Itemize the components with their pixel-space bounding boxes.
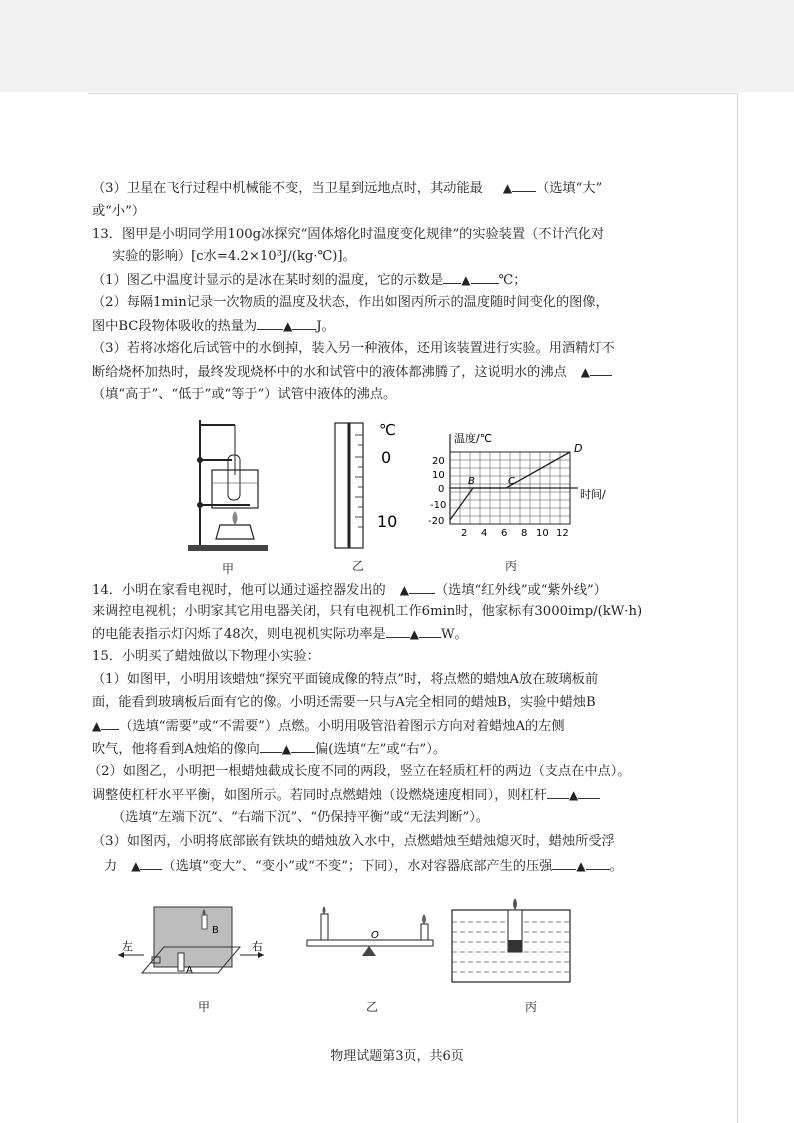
q13-temperature-graph xyxy=(428,420,613,550)
q14-line3-text: 的电能表指示灯闪烁了48次，则电视机实际功率是 xyxy=(92,627,386,642)
q13-stem-line2: 实验的影响）[c水=4.2×10³J/(kg·℃)]。 xyxy=(112,249,356,264)
graph-y-label: 温度/℃ xyxy=(454,432,493,445)
q13-part3-line1: （3）若将冰熔化后试管中的水倒掉，装入另一种液体，还用该装置进行实验。用酒精灯不 xyxy=(92,341,615,356)
graph-ytick: -10 xyxy=(430,500,447,511)
q14-line3 xyxy=(92,624,468,645)
q15-part3-text: 力 xyxy=(104,859,118,874)
scan-top-margin xyxy=(0,0,794,92)
graph-ytick: 10 xyxy=(432,470,445,481)
answer-blank-marker: ▲ xyxy=(399,583,409,597)
q15-part2-line2 xyxy=(92,785,600,806)
graph-point-d: D xyxy=(574,442,583,455)
answer-blank-marker: ▲ xyxy=(568,788,579,802)
graph-xtick: 8 xyxy=(521,528,528,539)
q15-part1-text: （选填“需要”或“不需要”）点燃。小明用吸管沿着图示方向对着蜡烛A的左侧 xyxy=(119,719,565,734)
q15-part2-line1: （2）如图乙，小明把一根蜡烛截成长度不同的两段，竖立在轻质杠杆的两边（支点在中点）。 xyxy=(88,764,631,779)
answer-blank-marker: ▲ xyxy=(281,742,292,756)
q13-part2-line2 xyxy=(92,316,335,337)
q13-caption-yi: 乙 xyxy=(352,559,365,573)
answer-blank-marker: ▲ xyxy=(502,181,513,195)
q15-part3-mid: （选填“变大”、“变小”或“不变”；下同），水对容器底部产生的压强 xyxy=(162,859,553,874)
answer-blank-marker: ▲ xyxy=(580,365,590,379)
q15-caption-jia: 甲 xyxy=(198,1000,211,1014)
page-footer: 物理试题第3页，共6页 xyxy=(330,1049,464,1064)
q13-part2-line1: （2）每隔1min记录一次物质的温度及状态，作出如图丙所示的温度随时间变化的图像， xyxy=(92,295,609,310)
right-margin-rule xyxy=(737,93,738,1123)
answer-blank-marker: ▲ xyxy=(576,859,586,873)
q13-thermometer-figure xyxy=(325,415,415,555)
q15-caption-bing: 丙 xyxy=(525,1000,538,1014)
graph-x-label: 时间/ xyxy=(580,488,606,501)
q15-part1-line1: （1）如图甲，小明用该蜡烛“探究平面镜成像的特点”时，将点燃的蜡烛A放在玻璃板前 xyxy=(92,672,599,687)
thermometer-unit: ℃ xyxy=(379,421,396,439)
graph-point-b: B xyxy=(468,476,475,487)
mirror-right-label: 右 xyxy=(252,940,263,953)
mirror-left-label: 左 xyxy=(122,940,133,953)
candle-a-label: A xyxy=(186,965,193,976)
graph-xtick: 6 xyxy=(501,528,508,539)
q13-stem-line1: 13．图甲是小明同学用100g冰探究“固体熔化时温度变化规律”的实验装置（不计汽化对 xyxy=(92,227,605,242)
q15-part1-line4-text: 吹气，他将看到A烛焰的像向 xyxy=(92,742,260,757)
graph-ytick: 20 xyxy=(432,456,445,467)
q12-part3-tail: （选填“大” xyxy=(536,181,603,196)
q12-part3-line1 xyxy=(92,178,602,199)
graph-point-c: C xyxy=(508,476,515,487)
top-rule xyxy=(88,93,738,94)
answer-blank-marker: ▲ xyxy=(131,859,141,873)
q15-part3-tail: 。 xyxy=(609,859,623,874)
graph-xtick: 4 xyxy=(481,528,488,539)
q14-line1-tail: （选填“红外线”或“紫外线”） xyxy=(434,583,607,598)
q15-part2-text: 调整使杠杆水平平衡，如图所示。若同时点燃蜡烛（设燃烧速度相同），则杠杆 xyxy=(92,788,547,803)
q15-floating-candle-figure xyxy=(446,890,576,990)
answer-blank-marker: ▲ xyxy=(283,319,293,333)
q13-caption-jia: 甲 xyxy=(222,562,235,576)
q15-part1-line4-tail: 偏(选填“左”或“右”）。 xyxy=(315,742,447,757)
q13-part3-text: 断给烧杯加热时，最终发现烧杯中的水和试管中的液体都沸腾了，这说明水的沸点 xyxy=(92,365,567,380)
q15-stem: 15．小明买了蜡烛做以下物理小实验： xyxy=(92,649,320,664)
q13-part3-line3: （填“高于”、“低于”或“等于”）试管中液体的沸点。 xyxy=(92,387,397,402)
q13-part2-tail: J。 xyxy=(316,319,335,334)
q14-line1 xyxy=(92,580,607,601)
q15-part3-line1: （3）如图丙，小明将底部嵌有铁块的蜡烛放入水中，点燃蜡烛至蜡烛熄灭时，蜡烛所受浮 xyxy=(92,834,615,849)
fulcrum-label: O xyxy=(371,930,379,941)
q13-caption-bing: 丙 xyxy=(505,559,518,573)
thermometer-label-10: 10 xyxy=(377,512,398,531)
q13-part1-text: （1）图乙中温度计显示的是冰在某时刻的温度，它的示数是 xyxy=(92,273,444,288)
graph-xtick: 10 xyxy=(536,528,549,539)
q14-text: 14．小明在家看电视时，他可以通过遥控器发出的 xyxy=(92,583,386,598)
q13-part1-tail: ℃； xyxy=(498,273,527,288)
q15-part3-line2 xyxy=(104,856,623,877)
q15-caption-yi: 乙 xyxy=(366,1000,379,1014)
answer-blank-marker: ▲ xyxy=(92,719,102,733)
answer-blank-marker: ▲ xyxy=(461,273,471,287)
q13-part1 xyxy=(92,270,526,291)
q12-part3-text: （3）卫星在飞行过程中机械能不变，当卫星到远地点时，其动能最 xyxy=(92,181,483,196)
graph-ytick: 0 xyxy=(438,484,445,495)
q15-lever-figure xyxy=(303,900,443,960)
q15-part1-line2: 面，能看到玻璃板后面有它的像。小明还需要一只与A完全相同的蜡烛B，实验中蜡烛B xyxy=(92,695,596,710)
q12-part3-line2: 或“小”） xyxy=(92,204,146,219)
answer-blank-marker: ▲ xyxy=(409,627,419,641)
q13-part2-text: 图中BC段物体吸收的热量为 xyxy=(92,319,258,334)
q13-apparatus-figure xyxy=(180,415,280,560)
thermometer-label-0: 0 xyxy=(381,448,392,467)
graph-ytick: -20 xyxy=(428,516,445,527)
q15-part1-line3 xyxy=(92,716,565,737)
graph-xtick: 2 xyxy=(461,528,468,539)
q15-part1-line4 xyxy=(92,739,446,760)
q15-mirror-figure xyxy=(112,895,263,987)
q14-line2: 来调控电视机；小明家其它用电器关闭，只有电视机工作6min时，他家标有3000imp/(kW·h) xyxy=(92,604,643,619)
q15-part2-line3: （选填“左端下沉”、“右端下沉”、“仍保持平衡”或“无法判断”）。 xyxy=(112,810,490,825)
q14-line3-tail: W。 xyxy=(440,627,468,642)
graph-xtick: 12 xyxy=(556,528,569,539)
q13-part3-line2 xyxy=(92,362,612,383)
candle-b-label: B xyxy=(212,925,219,936)
